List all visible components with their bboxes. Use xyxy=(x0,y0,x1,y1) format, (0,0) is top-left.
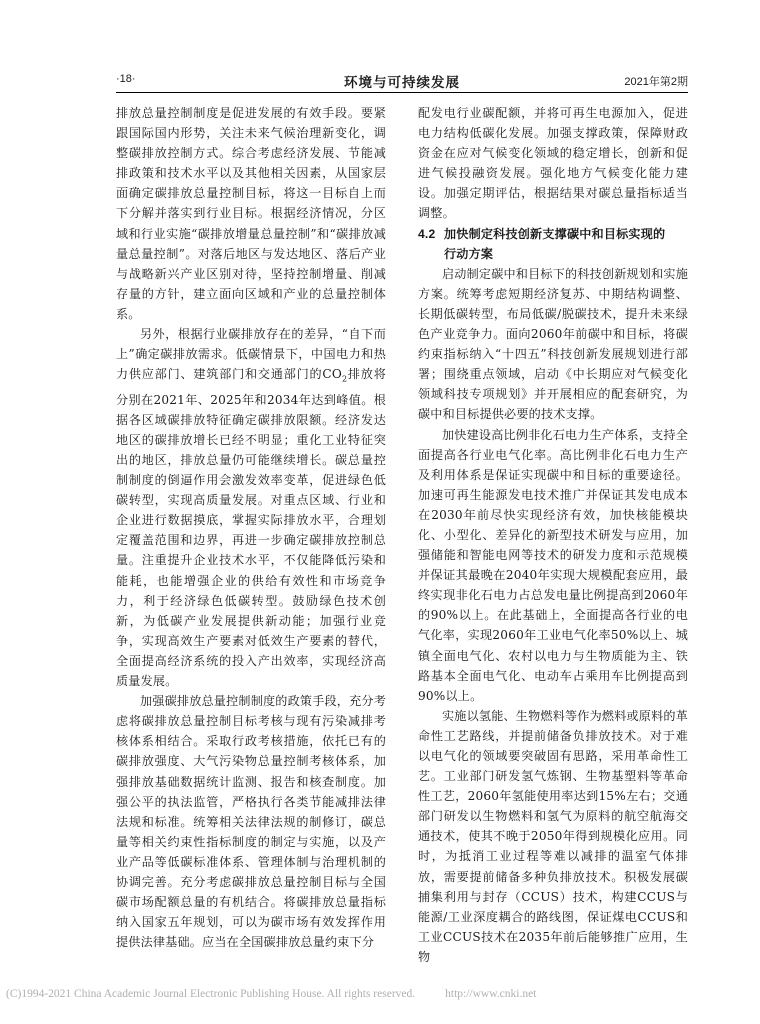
paragraph: 加快建设高比例非化石电力生产体系，支持全面提高各行业电气化率。高比例非化石电力生产及利用体系是保证实现碳中和目标的重要途径。加速可再生能源发电技术推广并保证其发电成本在2030年前尽快实现经济有效，加快核能模块化、小型化、差异化的新型技术研发与应用，加强储能和智能电网等技术的研发力度和示范规模并保证其最晚在2040年实现大规模配套应用，最终实现非化石电力占总发电量比例提高到2060年的90%以上。在此基础上，全面提高各行业的电气化率，实现2060年工业电气化率50%以上、城镇全面电气化、农村以电力与生物质能为主、铁路基本全面电气化、电动车占乘用车比例提高到90%以上。 xyxy=(418,427,688,703)
section-heading xyxy=(418,224,688,264)
section-title-continued: 行动方案 xyxy=(444,246,494,261)
page-number: ·18· xyxy=(116,73,136,85)
paragraph: 加强碳排放总量控制制度的政策手段，充分考虑将碳排放总量控制目标考核与现有污染减排考核体系相结合。采取行政考核措施，依托已有的碳排放强度、大气污染物总量控制考核体系，加强排放基础数据统计监测、报告和核查制度。加强公平的执法监管，严格执行各类节能减排法律法规和标准。统筹相关法律法规的制修订，碳总量等相关约束性指标制度的制定与实施，以及产业产品等低碳标准体系、管理体制与治理机制的协调完善。充分考虑碳排放总量控制目标与全国碳市场配额总量的有机结合。将碳排放总量指标纳入国家五年规划，可以为碳市场有效发挥作用提供法律基础。应当在全国碳排放总量约束下分 xyxy=(116,694,386,950)
right-column xyxy=(418,103,688,967)
subscript: 2 xyxy=(341,374,348,384)
text-run: 排放将分别在2021年、2025年和2034年达到峰值。根据各区域碳排放特征确定碳排放限额。经济发达地区的碳排放增长已经不明显；重化工业特征突出的地区，排放总量仍可能继续增长。碳总量控制制度的倒逼作用会激发效率变革，促进绿色低碳转型，实现高质量发展。对重点区域、行业和企业进行数据摸底，掌握实际排放水平，合理划定覆盖范围和边界，再进一步确定碳排放控制总量。注重提升企业技术水平，不仅能降低污染和能耗，也能增强企业的供给有效性和市场竞争力，利于经济绿色低碳转型。鼓励绿色技术创新，为低碳产业发展提供新动能；加强行业竞争，实现高效生产要素对低效生产要素的替代，全面提高经济系统的投入产出效率，实现经济高质量发展。 xyxy=(116,367,386,689)
text-run: 另外，根据行业碳排放存在的差异，“自下而上”确定碳排放需求。低碳情景下，中国电力和热力供应部门、建筑部门和交通部门的CO xyxy=(116,327,386,382)
paragraph: 启动制定碳中和目标下的科技创新规划和实施方案。统筹考虑短期经济复苏、中期结构调整、长期低碳转型，布局低碳/脱碳技术，提升未来绿色产业竞争力。面向2060年前碳中和目标，将碳约束指标纳入“十四五”科技创新发展规划进行部署；围绕重点领域，启动《中长期应对气候变化领域科技专项规划》并开展相应的配套研究，为碳中和目标提供必要的技术支撑。 xyxy=(418,266,688,422)
footer-url: http://www.cnki.net xyxy=(445,988,537,1000)
paragraph xyxy=(116,324,386,691)
section-title: 加快制定科技创新支撑碳中和目标实现的 xyxy=(444,226,666,241)
running-header xyxy=(116,70,688,93)
journal-title: 环境与可持续发展 xyxy=(344,75,460,90)
section-number: 4.2 xyxy=(418,226,436,241)
left-column xyxy=(116,103,386,952)
copyright-text: (C)1994-2021 China Academic Journal Electronic Publishing House. All rights reserved. xyxy=(6,988,416,1000)
copyright-footer xyxy=(6,988,754,1000)
paragraph: 排放总量控制制度是促进发展的有效手段。要紧跟国际国内形势，关注未来气候治理新变化，调整碳排放控制方式。综合考虑经济发展、节能减排政策和技术水平以及其他相关因素，从国家层面确定碳排放总量控制目标，将这一目标自上而下分解并落实到行业目标。根据经济情况，分区域和行业实施“碳排放增量总量控制”和“碳排放减量总量控制”。对落后地区与发达地区、落后产业与战略新兴产业区别对待，坚持控制增量、削减存量的方针，建立面向区域和产业的总量控制体系。 xyxy=(116,106,386,321)
paragraph: 配发电行业碳配额，并将可再生电源加入，促进电力结构低碳化发展。加强支撑政策，保障财政资金在应对气候变化领域的稳定增长，创新和促进气候投融资发展。强化地方气候变化能力建设。加强定期评估，根据结果对碳总量指标适当调整。 xyxy=(418,106,688,221)
issue-label: 2021年第2期 xyxy=(624,76,688,88)
paragraph: 实施以氢能、生物燃料等作为燃料或原料的革命性工艺路线，并提前储备负排放技术。对于难以电气化的领域要突破固有思路，采用革命性工艺。工业部门研发氢气炼钢、生物基塑料等革命性工艺，2060年氢能使用率达到15%左右；交通部门研发以生物燃料和氢气为原料的航空航海交通技术，使其不晚于2050年得到规模化应用。同时，为抵消工业过程等难以减排的温室气体排放，需要提前储备多种负排放技术。积极发展碳捕集利用与封存（CCUS）技术，构建CCUS与能源/工业深度耦合的路线图，保证煤电CCUS和工业CCUS技术在2035年前后能够推广应用，生物 xyxy=(418,708,688,964)
